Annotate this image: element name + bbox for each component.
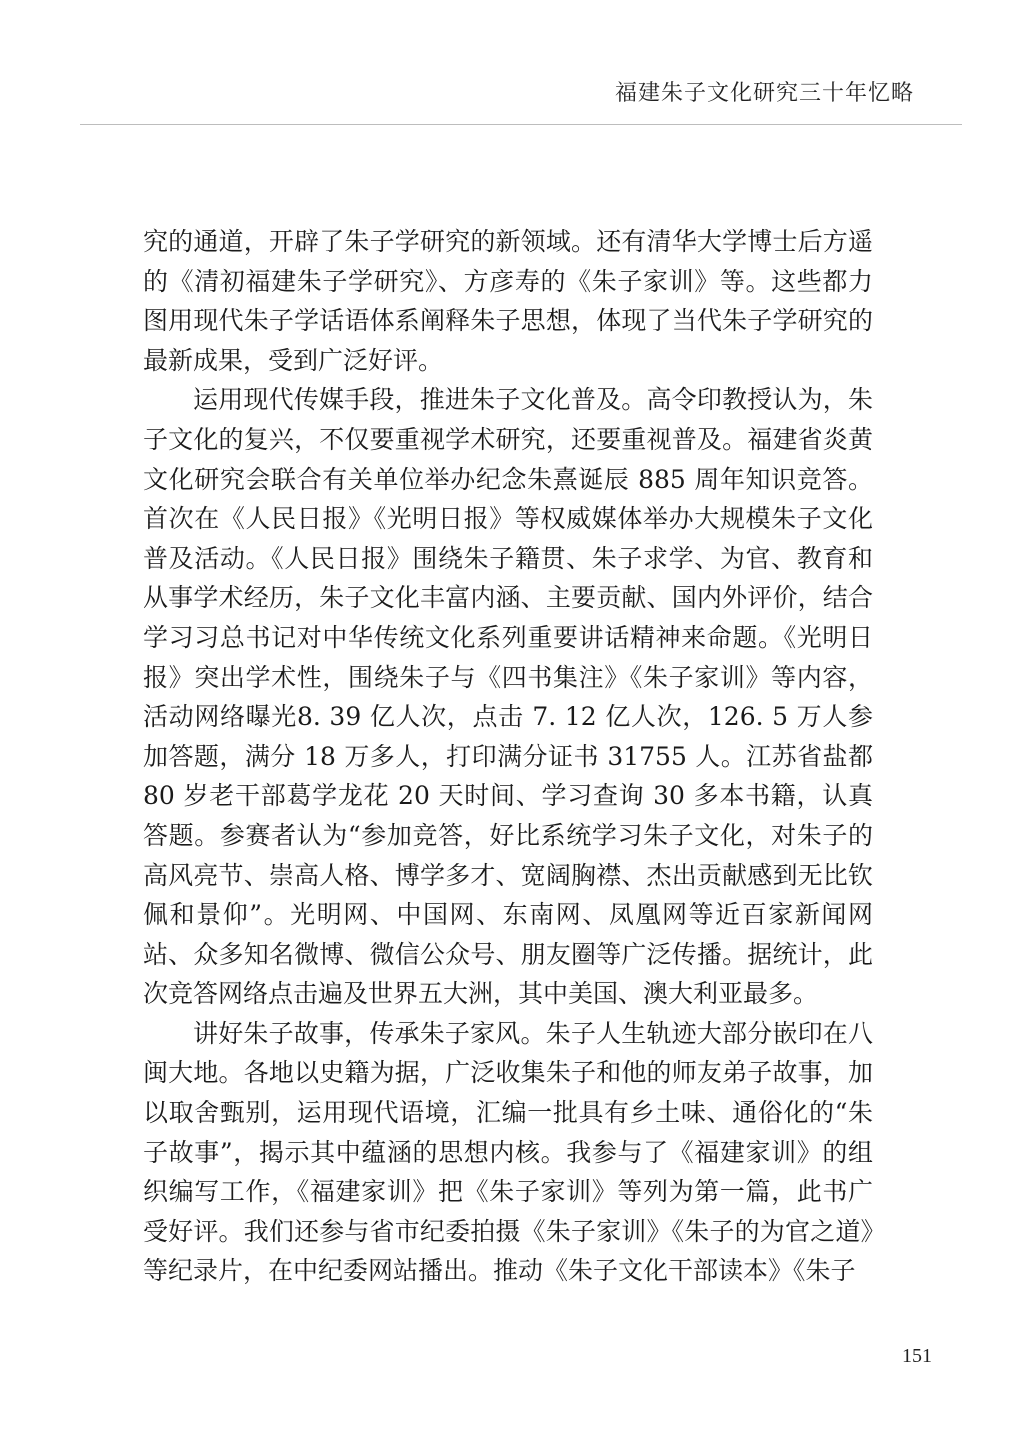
page-number: 151: [902, 1345, 932, 1367]
body-text: [143, 222, 873, 1291]
paragraph-zhuzi-stories: 讲好朱子故事，传承朱子家风。朱子人生轨迹大部分嵌印在八闽大地。各地以史籍为据，广泛收集朱子和他的师友弟子故事，加以取舍甄别，运用现代语境，汇编一批具有乡土味、通俗化的“朱子故事”，揭示其中蕴涵的思想内核。我参与了《福建家训》的组织编写工作，《福建家训》把《朱子家训》等列为第一篇，此书广受好评。我们还参与省市纪委拍摄《朱子家训》《朱子的为官之道》等纪录片，在中纪委网站播出。推动《朱子文化干部读本》《朱子: [143, 1018, 873, 1286]
header-divider: [80, 124, 962, 125]
paragraph-continuation: 究的通道，开辟了朱子学研究的新领域。还有清华大学博士后方遥的《清初福建朱子学研究》、方彦寿的《朱子家训》等。这些都力图用现代朱子学话语体系阐释朱子思想，体现了当代朱子学研究的最新成果，受到广泛好评。: [143, 227, 873, 375]
running-header-title: 福建朱子文化研究三十年忆略: [614, 81, 914, 106]
paragraph-media-promotion: 运用现代传媒手段，推进朱子文化普及。高令印教授认为，朱子文化的复兴，不仅要重视学术研究，还要重视普及。福建省炎黄文化研究会联合有关单位举办纪念朱熹诞辰 885 周年知识竞答。首次在《人民日报》《光明日报》等权威媒体举办大规模朱子文化普及活动。《人民日报》围绕朱子籍贯、朱子求学、为官、教育和从事学术经历，朱子文化丰富内涵、主要贡献、国内外评价，结合学习习总书记对中华传统文化系列重要讲话精神来命题。《光明日报》突出学术性，围绕朱子与《四书集注》《朱子家训》等内容，活动网络曝光8. 39 亿人次，点击 7. 12 亿人次，126. 5 万人参加答题，满分 18 万多人，打印满分证书 31755 人。江苏省盐都 80 岁老干部葛学龙花 20 天时间、学习查询 30 多本书籍，认真答题。参赛者认为“参加竞答，好比系统学习朱子文化，对朱子的高风亮节、崇高人格、博学多才、宽阔胸襟、杰出贡献感到无比钦佩和景仰”。光明网、中国网、东南网、凤凰网等近百家新闻网站、众多知名微博、微信公众号、朋友圈等广泛传播。据统计，此次竞答网络点击遍及世界五大洲，其中美国、澳大利亚最多。: [143, 385, 873, 1009]
